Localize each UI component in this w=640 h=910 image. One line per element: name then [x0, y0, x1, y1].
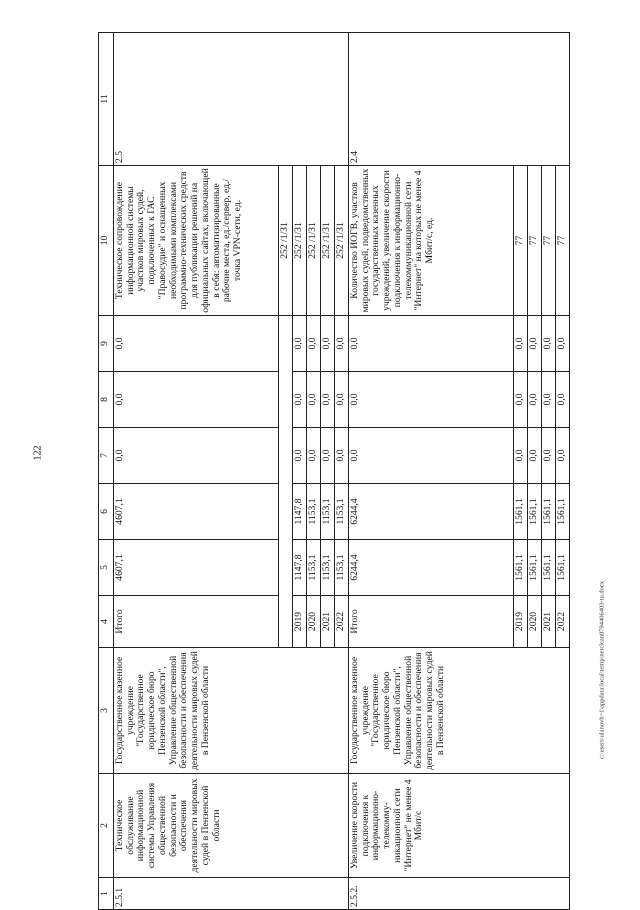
value-cell: 0,0 — [528, 428, 542, 484]
value-cell: 0,0 — [528, 316, 542, 372]
indicator-value: 252 /1/31 — [335, 166, 349, 316]
table-row — [349, 33, 514, 910]
value-cell: 0,0 — [556, 372, 570, 428]
header-cell: 10 — [99, 166, 114, 316]
year-cell: 2021 — [321, 596, 335, 648]
value-cell: 0,0 — [307, 316, 321, 372]
value-cell: 1561,1 — [528, 484, 542, 540]
year-cell: 2022 — [335, 596, 349, 648]
value-cell: 1561,1 — [556, 484, 570, 540]
indicator-text: Количество ИОГВ, участков мировых судей, подведомственных государственных казенных учреждений, увеличение скорости подключения к информационно-телекоммуникационной сети "Интернет" на которых не менее 4 Мбит/с, ед. — [349, 166, 514, 316]
value-cell: 1153,1 — [321, 484, 335, 540]
period-label: Итого — [349, 596, 514, 648]
value-cell: 1561,1 — [528, 540, 542, 596]
value-cell: 0,0 — [542, 316, 556, 372]
value-cell: 0,0 — [349, 372, 514, 428]
header-cell: 7 — [99, 428, 114, 484]
item-number: 2.5.2. — [349, 878, 570, 910]
value-cell: 1147,8 — [293, 540, 307, 596]
event-name: Техническое обслуживание информационной системы Управления общественной безопасности и обеспечения деятельности мировых судей в Пензенской области — [114, 774, 349, 878]
value-cell: 0,0 — [293, 372, 307, 428]
value-cell: 0,0 — [514, 316, 528, 372]
value-cell: 0,0 — [321, 316, 335, 372]
value-cell: 0,0 — [528, 372, 542, 428]
value-cell: 1561,1 — [542, 484, 556, 540]
page-number: 122 — [32, 445, 44, 461]
value-cell: 0,0 — [307, 428, 321, 484]
value-cell: 1147,8 — [293, 484, 307, 540]
header-cell: 2 — [99, 774, 114, 878]
header-cell: 11 — [99, 33, 114, 166]
rotated-table-container — [98, 33, 569, 910]
period-label: Итого — [114, 596, 279, 648]
value-cell: 1153,1 — [307, 540, 321, 596]
value-cell: 0,0 — [335, 428, 349, 484]
value-cell: 1153,1 — [321, 540, 335, 596]
value-cell: 0,0 — [349, 316, 514, 372]
executor: Государственное казенное учреждение "Государственное юридическое бюро Пензенской области", Управление общественной безопасности и обеспечения деятельности мировых судей в Пензенской области — [114, 648, 349, 774]
value-cell: 4607,1 — [114, 484, 279, 540]
value-cell: 0,0 — [556, 316, 570, 372]
value-cell: 0,0 — [542, 428, 556, 484]
year-cell: 2021 — [542, 596, 556, 648]
value-cell: 6244,4 — [349, 484, 514, 540]
header-cell: 5 — [99, 540, 114, 596]
year-cell: 2019 — [293, 596, 307, 648]
event-name: Увеличение скорости подключения к информационно-телекомму-никационной сети "Интернет" не менее 4 Мбит/с — [349, 774, 570, 878]
header-cell: 3 — [99, 648, 114, 774]
value-cell: 0,0 — [335, 372, 349, 428]
value-cell: 1561,1 — [514, 484, 528, 540]
indicator-value: 77 — [542, 166, 556, 316]
value-cell: 0,0 — [293, 428, 307, 484]
indicator-value: 77 — [528, 166, 542, 316]
indicator-value: 77 — [514, 166, 528, 316]
link-ref: 2.5 — [114, 33, 349, 166]
program-table — [98, 32, 570, 910]
value-cell: 0,0 — [321, 428, 335, 484]
value-cell: 1153,1 — [335, 540, 349, 596]
link-ref: 2.4 — [349, 33, 570, 166]
header-cell: 9 — [99, 316, 114, 372]
indicator-value: 252 /1/31 — [279, 166, 293, 316]
value-cell: 1561,1 — [514, 540, 528, 596]
value-cell: 1561,1 — [542, 540, 556, 596]
table-row — [114, 33, 279, 910]
header-cell: 6 — [99, 484, 114, 540]
indicator-value: 252 /1/31 — [307, 166, 321, 316]
indicator-value: 252 /1/31 — [321, 166, 335, 316]
value-cell: 0,0 — [114, 316, 279, 372]
value-cell: 4607,1 — [114, 540, 279, 596]
value-cell: 0,0 — [114, 428, 279, 484]
value-cell: 0,0 — [514, 372, 528, 428]
value-cell: 0,0 — [542, 372, 556, 428]
value-cell: 6244,4 — [349, 540, 514, 596]
value-cell: 0,0 — [335, 316, 349, 372]
header-row — [99, 33, 114, 910]
value-cell: 0,0 — [114, 372, 279, 428]
value-cell: 1153,1 — [335, 484, 349, 540]
value-cell: 1561,1 — [556, 540, 570, 596]
footer-path: c:\users\ulanovh~1\appdata\local\temp\netclean8794406403-tu.docx — [598, 580, 606, 760]
value-cell: 0,0 — [321, 372, 335, 428]
indicator-text: Техническое сопровождение информационной системы участков мировых судей, подключенных к ГАС "Правосудие" и оснащенных необходимыми комплексами программно-технических средств для публикации решений на официальных сайтах, включающей в себя: автоматизированные рабочие места, ед./сервер, ед./ точка VPN-сети, ед. — [114, 166, 279, 316]
header-cell: 4 — [99, 596, 114, 648]
value-cell: 0,0 — [349, 428, 514, 484]
year-cell: 2020 — [307, 596, 321, 648]
year-cell: 2019 — [514, 596, 528, 648]
executor: Государственное казенное учреждение "Государственное юридическое бюро Пензенской области", Управление общественной безопасности и обеспечения деятельности мировых судей в Пензенской области — [349, 648, 570, 774]
indicator-value: 77 — [556, 166, 570, 316]
value-cell: 0,0 — [307, 372, 321, 428]
value-cell: 0,0 — [514, 428, 528, 484]
year-cell: 2022 — [556, 596, 570, 648]
value-cell: 0,0 — [293, 316, 307, 372]
header-cell: 8 — [99, 372, 114, 428]
year-cell: 2020 — [528, 596, 542, 648]
item-number: 2.5.1 — [114, 878, 349, 910]
indicator-value: 252 /1/31 — [293, 166, 307, 316]
value-cell: 0,0 — [556, 428, 570, 484]
value-cell: 1153,1 — [307, 484, 321, 540]
header-cell: 1 — [99, 878, 114, 910]
